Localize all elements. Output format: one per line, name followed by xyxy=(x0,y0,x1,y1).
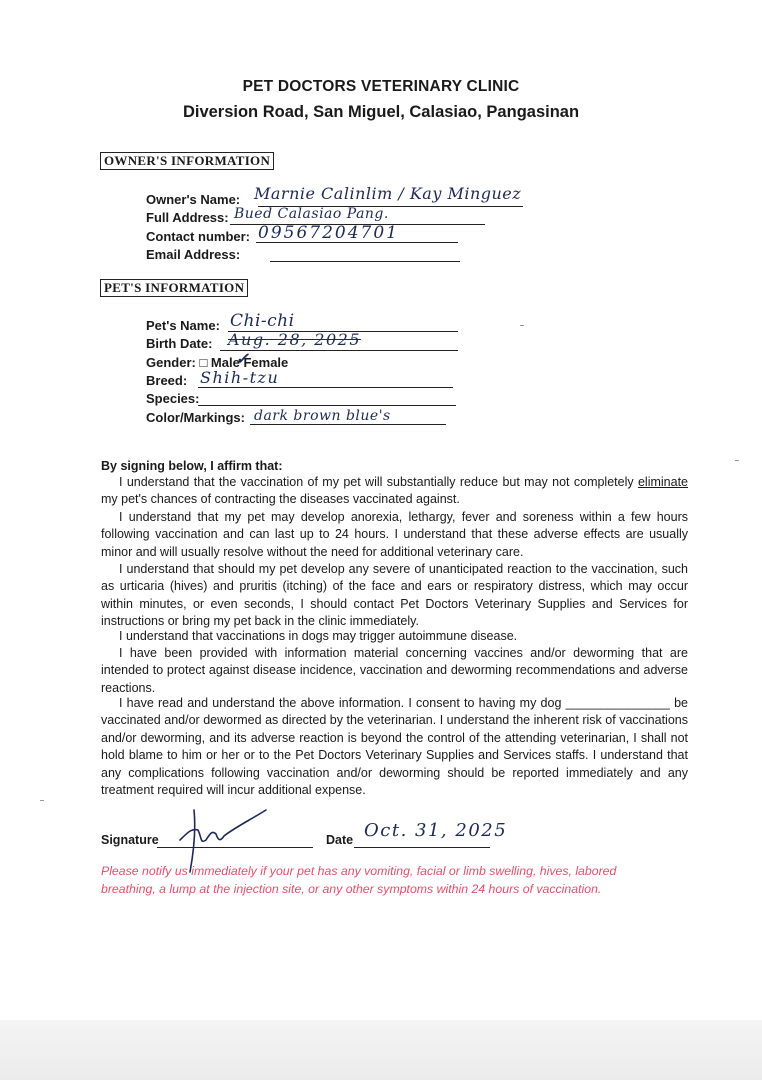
affirmation-paragraph-2: I understand that my pet may develop anorexia, lethargy, fever and soreness within a few hours following vaccination and can last up to 24 hours. I understand that these adverse effects are usually minor and will usually resolve without the need for additional veterinary care. xyxy=(101,510,688,559)
address-label: Full Address: xyxy=(146,210,229,225)
birth-date-label: Birth Date: xyxy=(146,336,213,351)
affirmation-paragraph-1: I understand that the vaccination of my pet will substantially reduce but may not completely eliminate my pet's chances of contracting the diseases vaccinated against. xyxy=(101,475,688,507)
pet-name-value[interactable]: Chi-chi xyxy=(230,311,295,331)
species-line xyxy=(198,405,456,406)
scan-speck xyxy=(40,800,44,801)
aftercare-notice: Please notify us immediately if your pet has any vomiting, facial or limb swelling, hives, labored breathing, a lump at the injection site, or any other symptoms within 24 hours of vaccination. xyxy=(101,864,617,896)
owner-name-value[interactable]: Marnie Calinlim / Kay Minguez xyxy=(254,184,522,203)
contact-label: Contact number: xyxy=(146,229,250,244)
color-markings-line xyxy=(250,424,446,425)
color-markings-label: Color/Markings: xyxy=(146,410,245,425)
pet-name-label: Pet's Name: xyxy=(146,318,220,333)
scan-bottom-edge xyxy=(0,1020,762,1080)
birth-date-value[interactable]: Aug. 28, 2025 xyxy=(228,330,362,349)
scan-speck xyxy=(520,325,524,326)
color-markings-value[interactable]: dark brown blue's xyxy=(254,408,391,424)
breed-value[interactable]: Shih-tzu xyxy=(200,368,280,387)
date-value[interactable]: Oct. 31, 2025 xyxy=(364,820,508,841)
owner-name-label: Owner's Name: xyxy=(146,192,241,207)
affirmation-paragraph-3: I understand that should my pet develop any severe of unanticipated reaction to the vaccination, such as urticaria (hives) and pruritis (itching) of the face and ears or respiratory distress, which may occur within minutes, or even seconds, I should contact Pet Doctors Veterinary Supplies and Services for instructions or bring my pet back in the clinic immediately. xyxy=(101,562,688,629)
date-label: Date xyxy=(326,833,354,847)
signature-label: Signature xyxy=(101,833,159,847)
breed-line xyxy=(198,387,453,388)
birth-date-line xyxy=(220,350,458,351)
email-line xyxy=(270,261,460,262)
clinic-address: Diversion Road, San Miguel, Calasiao, Pangasinan xyxy=(182,103,580,121)
scan-speck xyxy=(735,460,739,461)
gender-label: Gender: xyxy=(146,355,196,370)
contact-value[interactable]: 09567204701 xyxy=(258,223,399,243)
email-label: Email Address: xyxy=(146,247,241,262)
gender-male-option[interactable]: □ Male xyxy=(199,355,240,370)
affirmation-heading: By signing below, I affirm that: xyxy=(101,459,283,473)
pet-section-title: PET'S INFORMATION xyxy=(100,279,248,297)
owner-section-title: OWNER'S INFORMATION xyxy=(100,152,274,170)
breed-label: Breed: xyxy=(146,373,188,388)
gender-female-label: Female xyxy=(243,355,289,370)
check-icon: ✓ xyxy=(235,349,250,368)
affirmation-paragraph-5: I have been provided with information material concerning vaccines and/or deworming that are intended to protect against disease incidence, vaccination and deworming recommendations and adverse reactions. xyxy=(101,646,688,695)
date-line xyxy=(354,847,490,848)
affirmation-paragraph-4: I understand that vaccinations in dogs may trigger autoimmune disease. xyxy=(119,629,518,643)
clinic-name: PET DOCTORS VETERINARY CLINIC xyxy=(242,78,520,95)
address-value[interactable]: Bued Calasiao Pang. xyxy=(234,206,389,222)
species-label: Species: xyxy=(146,391,200,406)
affirmation-paragraph-6: I have read and understand the above information. I consent to having my dog _______________ be vaccinated and/or dewormed as directed by the veterinarian. I understand the inherent risk of vaccinations and/or deworming, and its adverse reaction is beyond the control of the attending veterinarian, I shall not hold blame to him or her or to the Pet Doctors Veterinary Supplies and Services staffs. I understand that any complications following vaccination and/or deworming should be reported immediately and any treatment required will incur additional expense. xyxy=(101,696,688,798)
